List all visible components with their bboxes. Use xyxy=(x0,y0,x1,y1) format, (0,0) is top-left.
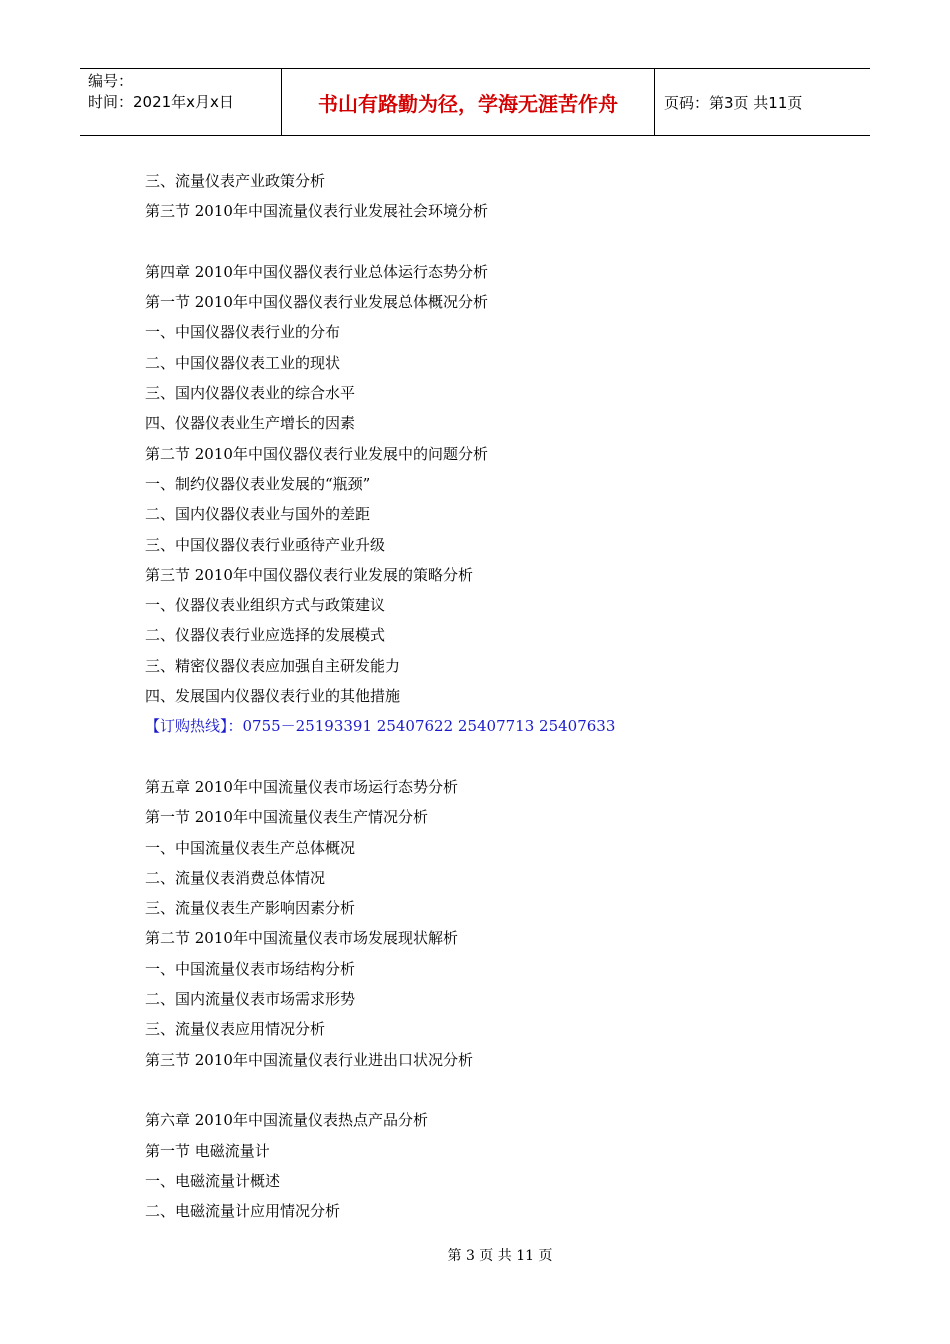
toc-line: 二、电磁流量计应用情况分析 xyxy=(145,1202,341,1221)
toc-line: 一、中国流量仪表市场结构分析 xyxy=(145,959,356,978)
document-number-label: 编号： xyxy=(88,72,134,90)
toc-line: 二、仪器仪表行业应选择的发展模式 xyxy=(145,626,386,645)
toc-line: 第一节 电磁流量计 xyxy=(145,1141,270,1160)
toc-line: 第四章 2010年中国仪器仪表行业总体运行态势分析 xyxy=(145,262,488,281)
toc-line: 三、精密仪器仪表应加强自主研发能力 xyxy=(145,656,401,675)
toc-line: 三、流量仪表产业政策分析 xyxy=(145,172,326,190)
document-body xyxy=(145,166,845,1226)
blank-line xyxy=(145,1075,845,1105)
toc-line: 一、制约仪器仪表业发展的“瓶颈” xyxy=(145,474,371,493)
document-date: 时间：2021年x月x日 xyxy=(88,93,234,111)
toc-line: 二、中国仪器仪表工业的现状 xyxy=(145,353,341,372)
toc-line: 三、流量仪表生产影响因素分析 xyxy=(145,899,356,918)
toc-line: 三、中国仪器仪表行业亟待产业升级 xyxy=(145,535,386,554)
header-page-info: 页码：第3页 共11页 xyxy=(664,93,803,112)
toc-line: 第六章 2010年中国流量仪表热点产品分析 xyxy=(145,1111,428,1130)
toc-line: 四、仪器仪表业生产增长的因素 xyxy=(145,414,356,433)
toc-line: 一、仪器仪表业组织方式与政策建议 xyxy=(145,596,386,615)
toc-line: 三、流量仪表应用情况分析 xyxy=(145,1020,326,1039)
toc-line: 二、国内流量仪表市场需求形势 xyxy=(145,990,356,1009)
blank-line xyxy=(145,742,845,772)
order-hotline: 【订购热线】：0755－25193391 25407622 25407713 25407633 xyxy=(145,717,616,736)
toc-line: 二、流量仪表消费总体情况 xyxy=(145,868,326,887)
toc-line: 二、国内仪器仪表业与国外的差距 xyxy=(145,505,371,524)
toc-line: 四、发展国内仪器仪表行业的其他措施 xyxy=(145,687,401,706)
toc-line: 一、中国流量仪表生产总体概况 xyxy=(145,838,356,857)
toc-line: 第一节 2010年中国仪器仪表行业发展总体概况分析 xyxy=(145,293,488,312)
toc-line: 第三节 2010年中国仪器仪表行业发展的策略分析 xyxy=(145,565,473,584)
toc-line: 三、国内仪器仪表业的综合水平 xyxy=(145,384,356,403)
page-footer: 第 3 页 共 11 页 xyxy=(447,1248,553,1264)
blank-line xyxy=(145,227,845,257)
toc-line: 第三节 2010年中国流量仪表行业进出口状况分析 xyxy=(145,1050,473,1069)
toc-line: 第五章 2010年中国流量仪表市场运行态势分析 xyxy=(145,777,458,796)
toc-line: 一、电磁流量计概述 xyxy=(145,1171,281,1190)
header-meta xyxy=(80,69,282,135)
toc-line: 第二节 2010年中国流量仪表市场发展现状解析 xyxy=(145,929,458,948)
toc-line: 一、中国仪器仪表行业的分布 xyxy=(145,323,341,342)
toc-line: 第二节 2010年中国仪器仪表行业发展中的问题分析 xyxy=(145,444,488,463)
toc-line: 第一节 2010年中国流量仪表生产情况分析 xyxy=(145,808,428,827)
header-motto: 书山有路勤为径，学海无涯苦作舟 xyxy=(282,69,655,135)
toc-line: 第三节 2010年中国流量仪表行业发展社会环境分析 xyxy=(145,202,488,221)
page-header xyxy=(80,68,870,136)
